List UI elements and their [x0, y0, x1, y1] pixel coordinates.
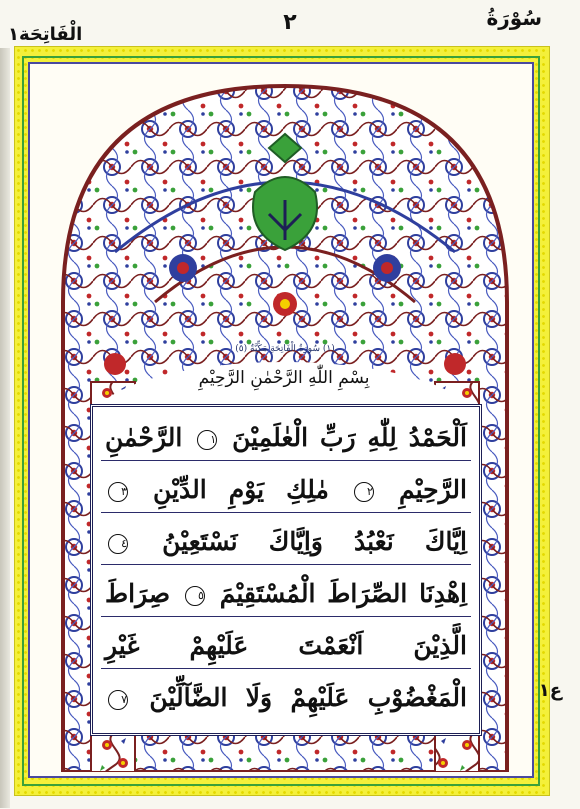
verse-text: مٰلِكِ يَوْمِ الدِّيْنِ	[153, 475, 329, 504]
text-line-2	[101, 467, 471, 513]
verse-text: صِرَاطَ	[105, 579, 171, 608]
page-number: ٢	[283, 10, 297, 35]
ayah-marker: ٢	[354, 482, 374, 502]
text-line-3	[101, 519, 471, 565]
ayah-marker: ١	[197, 430, 217, 450]
header-surah-name: الْفَاتِحَة١	[8, 24, 83, 45]
verse-text: اِيَّاكَ نَعْبُدُ وَاِيَّاكَ نَسْتَعِيْنُ	[162, 527, 467, 556]
verse-text: اِهْدِنَا الصِّرَاطَ الْمُسْتَقِيْمَ	[219, 579, 467, 608]
ayah-marker: ٥	[185, 586, 205, 606]
text-line-6	[101, 675, 471, 721]
verse-text: الْمَغْضُوْبِ عَلَيْهِمْ وَلَا الضَّآلِّيْنَ	[149, 683, 467, 712]
text-line-4	[101, 571, 471, 617]
text-line-5	[101, 623, 471, 669]
quran-text-box	[90, 404, 482, 736]
page-gutter	[0, 48, 10, 808]
verse-text: غَيْرِ	[105, 631, 140, 660]
surah-title-band: (١) سُورَةُ الْفَاتِحَةِ مَكِّيَّةٌ (٥)	[235, 344, 335, 354]
header-surah-word: سُوْرَةُ	[486, 6, 542, 30]
ayah-marker: ٣	[108, 482, 128, 502]
ruku-marker: ع١	[538, 680, 562, 701]
basmala: بِسْمِ اللّٰهِ الرَّحْمٰنِ الرَّحِيْمِ	[198, 368, 370, 388]
ayah-marker: ٤	[108, 534, 128, 554]
verse-text: الرَّحِيْمِ	[398, 475, 467, 504]
verse-text: الرَّحْمٰنِ	[105, 423, 183, 452]
text-line-1	[101, 415, 471, 461]
ayah-marker: ٧	[108, 690, 128, 710]
verse-text: اَلْحَمْدُ لِلّٰهِ رَبِّ الْعٰلَمِيْنَ	[232, 423, 467, 452]
verse-text: الَّذِيْنَ اَنْعَمْتَ عَلَيْهِمْ	[189, 631, 467, 660]
